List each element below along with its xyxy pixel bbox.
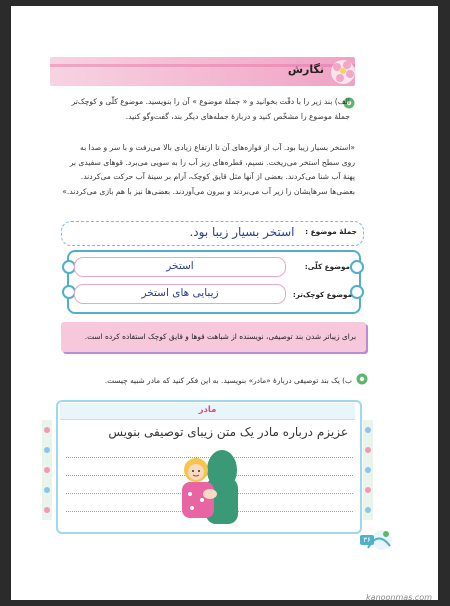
tip-note: [61, 322, 366, 352]
flower-decoration-icon: [325, 56, 361, 89]
quote-line: «استخر بسیار زیبا بود. آب از فواره‌های آن تا ارتفاع زیادی بالا می‌رفت و با سر و صدا به: [80, 143, 355, 152]
quote-line: بعضی‌ها سرهایشان را زیر آب می‌بردند و بیرون می‌آوردند. بعضی‌ها نیز با هم بازی می‌کردند.»: [62, 186, 355, 196]
frame-connector: [350, 260, 364, 274]
smaller-topic-label: موضوع کوچک‌تر:: [292, 290, 352, 299]
topic-sentence-answer: استخر بسیار زیبا بود.: [189, 225, 295, 239]
smaller-topic-field[interactable]: [74, 284, 286, 304]
part-b-instruction: ب) یک بند توصیفی دربارهٔ «مادر» بنویسید. به این فکر کنید که مادر شبیه چیست.: [104, 376, 352, 385]
part-b-flower-icon: [356, 373, 368, 385]
handwritten-prompt: عزیزم درباره مادر یک متن زیبای توصیفی بنویس: [108, 425, 348, 439]
smaller-topic-answer: زیبایی های استخر: [141, 287, 219, 299]
section-title: نگارش: [287, 63, 324, 76]
quote-line: پهنهٔ آب شنا می‌کردند. بعضی از آنها مثل قایق کوچک، آرام بر سینهٔ آب حرکت می‌کردند.: [80, 172, 355, 181]
mother-title: مادر: [198, 405, 217, 415]
topic-sentence-box[interactable]: [61, 221, 364, 246]
floral-border-right-icon: [361, 420, 375, 520]
frame-connector: [350, 285, 364, 299]
quoted-paragraph: [50, 141, 355, 199]
instruction-line-2: جملهٔ موضوع را مشخّص کنید و دربارهٔ جمله‌های دیگر بند، گفت‌وگو کنید.: [125, 112, 350, 121]
topic-sentence-label: جملهٔ موضوع :: [305, 227, 357, 236]
quote-line: روی سطح استخر می‌ریخت. نسیم، قطره‌های ریز آب را به سویی می‌برد. قوهای سفیدی بر: [69, 157, 355, 167]
general-topic-field[interactable]: [74, 257, 286, 277]
general-topic-label: موضوع کلّی:: [304, 262, 350, 271]
page-number: ۳۶: [360, 535, 374, 545]
watermark: kanoonmas.com: [366, 593, 432, 602]
instruction-line-1: الف) بند زیر را با دقّت بخوانید و « جملهٔ موضوع » آن را بنویسید. موضوع کلّی و کوچک‌تر: [71, 97, 350, 106]
part-a-instruction: [50, 94, 350, 124]
floral-border-left-icon: [40, 420, 54, 520]
mother-child-hug-illustration: [168, 448, 248, 526]
tip-note-text: برای زیباتر شدن بند توصیفی، نویسنده از شباهت قوها و قایق کوچک استفاده کرده است.: [84, 332, 356, 341]
general-topic-answer: استخر: [166, 260, 194, 272]
